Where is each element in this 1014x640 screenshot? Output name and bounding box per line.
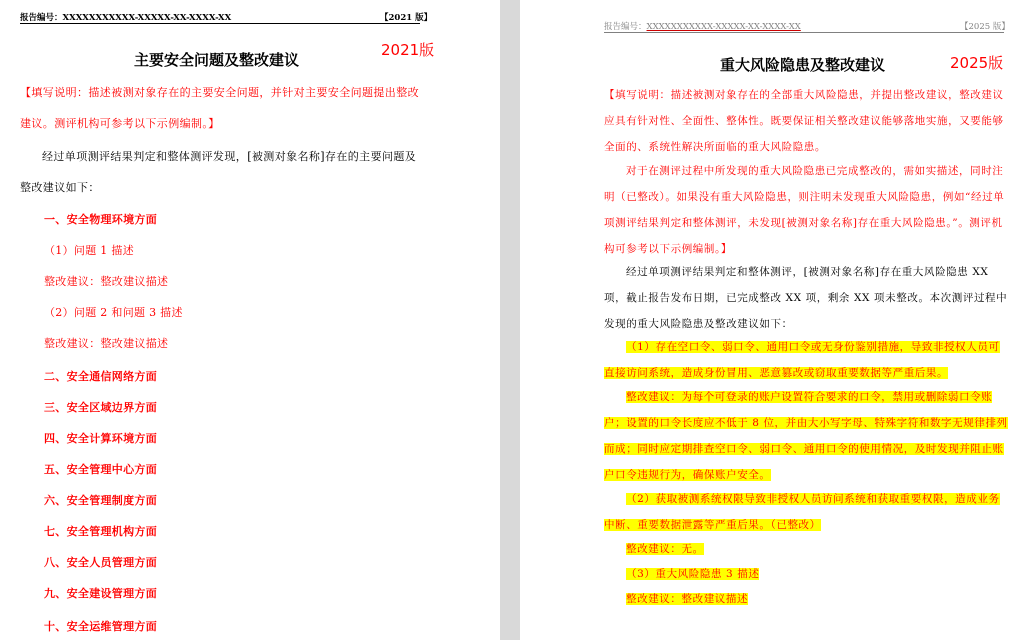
header-rule bbox=[20, 23, 420, 24]
header-rule bbox=[604, 32, 1004, 33]
section-heading: 二、安全通信网络方面 bbox=[44, 370, 157, 383]
risk-item bbox=[604, 561, 1008, 587]
intro-paragraph: 经过单项测评结果判定和整体测评发现，[被测对象名称]存在的主要问题及整改建议如下： bbox=[20, 150, 417, 194]
advice-item bbox=[604, 536, 1008, 562]
section-heading: 三、安全区域边界方面 bbox=[44, 401, 157, 414]
risk-item bbox=[604, 486, 1008, 538]
advice-item: 整改建议：整改建议描述 bbox=[44, 337, 169, 350]
section-heading: 八、安全人员管理方面 bbox=[44, 556, 157, 569]
section-heading: 四、安全计算环境方面 bbox=[44, 432, 157, 445]
version-header: 【2025 版】 bbox=[960, 22, 1010, 32]
instructions-paragraph: 【填写说明：描述被测对象存在的全部重大风险隐患，并提出整改建议，整改建议应具有针对性、全面性、整体性。既要保证相关整改建议能够落地实施，又要能够全面的、系统性解决所面临的重大风险隐患。 bbox=[604, 89, 1004, 153]
instructions-paragraph: 对于在测评过程中所发现的重大风险隐患已完成整改的，需如实描述，同时注明（已整改）。如果没有重大风险隐患，则注明未发现重大风险隐患，例如“经过单项测评结果判定和整体测评，未发现[被测对象名称]存在重大风险隐患。”。测评机构可参考以下示例编制。】 bbox=[604, 165, 1005, 255]
issue-item: （1）问题 1 描述 bbox=[44, 244, 134, 257]
section-heading: 五、安全管理中心方面 bbox=[44, 463, 157, 476]
advice-item: 整改建议：整改建议描述 bbox=[44, 275, 169, 288]
advice-item-text: 整改建议：整改建议描述 bbox=[626, 593, 749, 605]
advice-item bbox=[604, 586, 1008, 612]
advice-item bbox=[604, 384, 1008, 488]
risk-item-text: （3）重大风险隐患 3 描述 bbox=[626, 568, 760, 580]
left-document-page bbox=[0, 0, 500, 640]
section-heading: 一、安全物理环境方面 bbox=[44, 213, 157, 226]
report-number-code: XXXXXXXXXXX-XXXXX-XX-XXXX-XX bbox=[646, 22, 801, 32]
section-heading: 九、安全建设管理方面 bbox=[44, 587, 157, 600]
section-heading: 六、安全管理制度方面 bbox=[44, 494, 157, 507]
report-number-prefix: 报告编号： bbox=[604, 22, 647, 32]
risk-item bbox=[604, 334, 1008, 386]
instructions-paragraph: 【填写说明：描述被测对象存在的主要安全问题，并针对主要安全问题提出整改建议。测评机构可参考以下示例编制。】 bbox=[20, 86, 419, 130]
page-title: 重大风险隐患及整改建议 bbox=[720, 56, 886, 74]
report-number-header: 报告编号：XXXXXXXXXXX-XXXXX-XX-XXXX-XX bbox=[20, 13, 232, 23]
risk-item-text: （2）获取被测系统权限导致非授权人员访问系统和获取重要权限，造成业务中断、重要数据泄露等严重后果。（已整改） bbox=[604, 493, 1000, 531]
risk-item-text: （1）存在空口令、弱口令、通用口令或无身份鉴别措施，导致非授权人员可直接访问系统，造成身份冒用、恶意篡改或窃取重要数据等严重后果。 bbox=[604, 341, 1000, 379]
advice-item-text: 整改建议：无。 bbox=[626, 543, 704, 555]
section-heading: 七、安全管理机构方面 bbox=[44, 525, 157, 538]
version-label: 2025版 bbox=[950, 54, 1004, 72]
version-label: 2021版 bbox=[381, 41, 435, 59]
right-document-page bbox=[520, 0, 1014, 640]
section-heading: 十、安全运维管理方面 bbox=[44, 620, 157, 633]
page-gap bbox=[500, 0, 520, 640]
report-number-header bbox=[604, 20, 801, 32]
issue-item: （2）问题 2 和问题 3 描述 bbox=[44, 306, 183, 319]
version-header: 【2021 版】 bbox=[380, 13, 433, 23]
page-title: 主要安全问题及整改建议 bbox=[134, 51, 300, 69]
intro-paragraph: 经过单项测评结果判定和整体测评，[被测对象名称]存在重大风险隐患 XX 项，截止报告发布日期，已完成整改 XX 项，剩余 XX 项未整改。本次测评过程中发现的重大风险隐患及整改建议如下： bbox=[604, 266, 1008, 330]
advice-item-text: 整改建议：为每个可登录的账户设置符合要求的口令，禁用或删除弱口令账户；设置的口令长度应不低于 8 位，并由大小写字母、特殊字符和数字无规律排列而成；同时应定期排查空口令、弱口令、通用口令的使用情况，及时发现并阻止账户口令违规行为，确保账户安全。 bbox=[604, 391, 1008, 481]
